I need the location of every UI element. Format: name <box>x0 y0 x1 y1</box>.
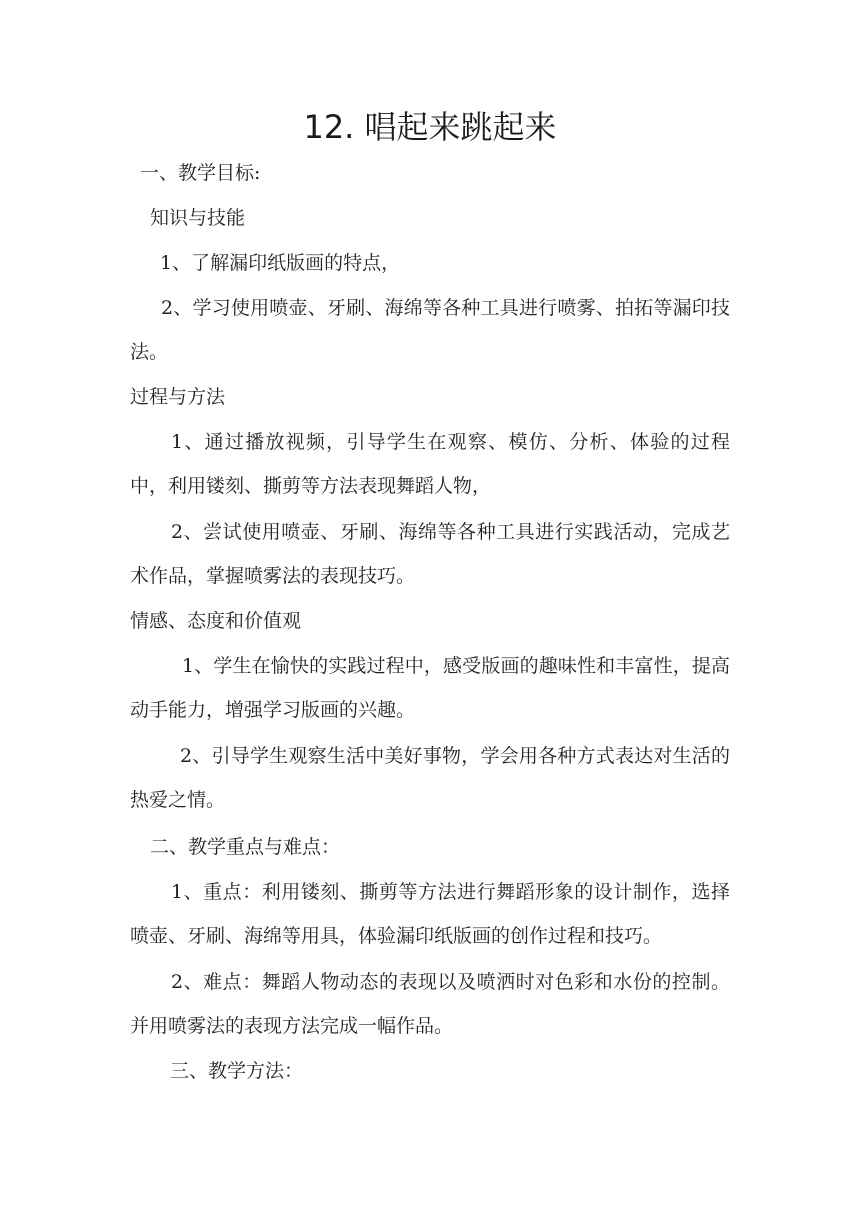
process-item-1: 1、通过播放视频，引导学生在观察、模仿、分析、体验的过程中，利用镂刻、撕剪等方法表现舞蹈人物， <box>130 431 730 497</box>
keypoint-1: 1、重点：利用镂刻、撕剪等方法进行舞蹈形象的设计制作，选择喷壶、牙刷、海绵等用具，体验漏印纸版画的创作过程和技巧。 <box>130 881 730 947</box>
methods-heading: 三、教学方法： <box>170 1060 304 1082</box>
keypoints-heading: 二、教学重点与难点： <box>150 836 341 858</box>
knowledge-item-2: 2、学习使用喷壶、牙刷、海绵等各种工具进行喷雾、拍拓等漏印技法。 <box>130 297 730 363</box>
objectives-heading: 一、教学目标: <box>140 162 261 184</box>
keypoint-2: 2、难点：舞蹈人物动态的表现以及喷洒时对色彩和水份的控制。并用喷雾法的表现方法完成一幅作品。 <box>130 971 730 1037</box>
emotion-heading: 情感、态度和价值观 <box>130 610 302 632</box>
knowledge-heading: 知识与技能 <box>150 207 246 229</box>
knowledge-item-1: 1、了解漏印纸版画的特点， <box>160 252 401 274</box>
emotion-item-1: 1、学生在愉快的实践过程中，感受版画的趣味性和丰富性，提高动手能力，增强学习版画的兴趣。 <box>130 655 730 721</box>
emotion-item-2: 2、引导学生观察生活中美好事物，学会用各种方式表达对生活的热爱之情。 <box>130 745 730 811</box>
process-heading: 过程与方法 <box>130 386 226 408</box>
process-item-2: 2、尝试使用喷壶、牙刷、海绵等各种工具进行实践活动，完成艺术作品，掌握喷雾法的表现技巧。 <box>130 521 730 587</box>
document-title: 12. 唱起来跳起来 <box>303 108 557 146</box>
